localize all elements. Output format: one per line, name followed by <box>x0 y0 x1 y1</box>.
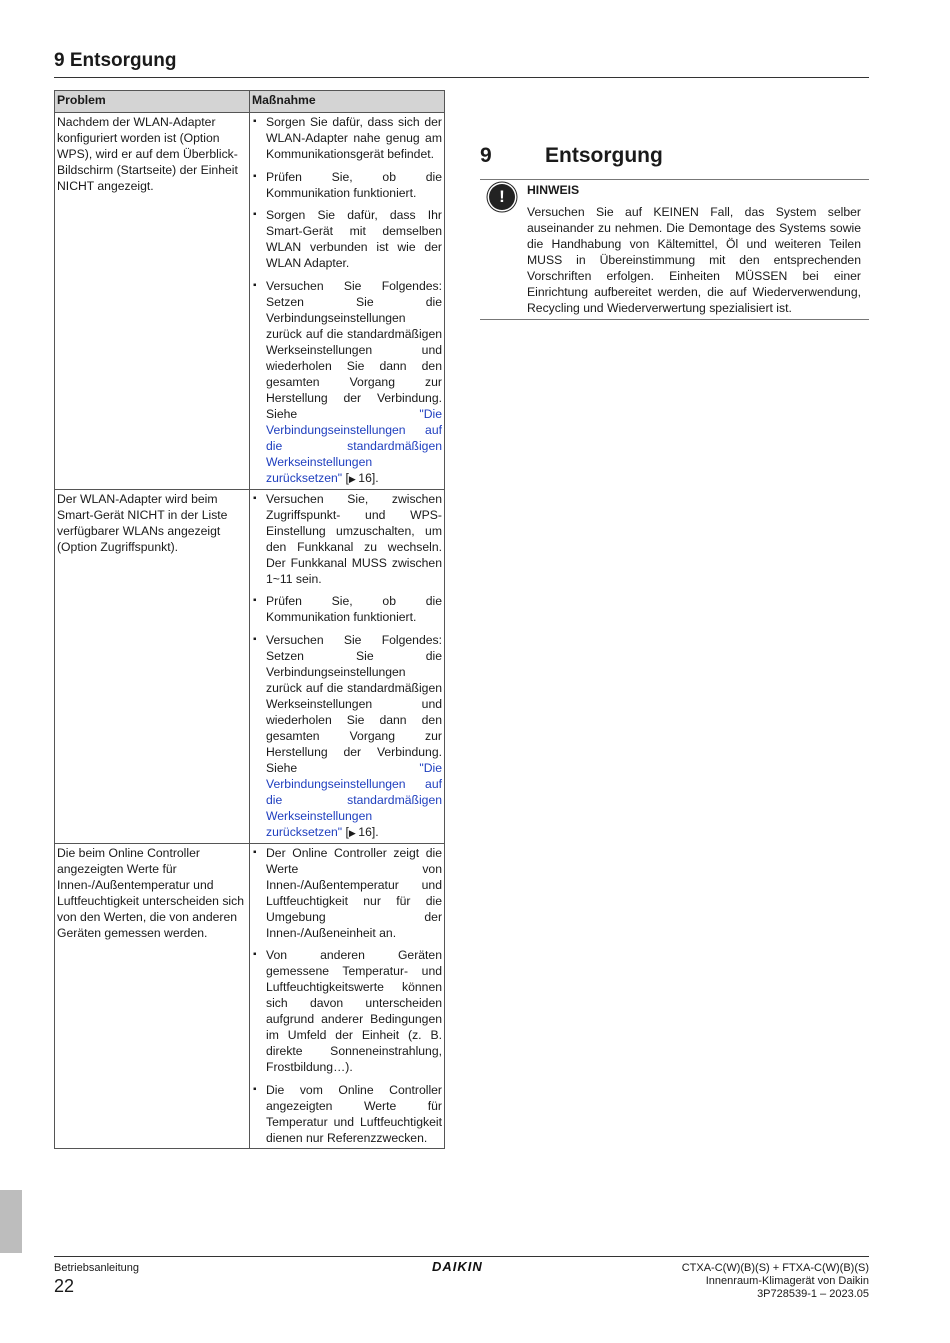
measure-item: ▪ Sorgen Sie dafür, dass sich der WLAN-Adapter nahe genug am Kommunikationsgerät befindet. <box>252 114 442 162</box>
measure-item: ▪ Versuchen Sie, zwischen Zugriffspunkt- und WPS-Einstellung umzuschalten, um den Funkkanal zu wechseln. Der Funkkanal MUSS zwischen 1~11 sein. <box>252 491 442 587</box>
measure-cell <box>250 489 445 843</box>
footer-description: Innenraum-Klimagerät von Daikin <box>705 1275 869 1287</box>
measure-cell <box>250 113 445 490</box>
measure-item: ▪ Prüfen Sie, ob die Kommunikation funktioniert. <box>252 169 442 201</box>
table-row <box>55 489 445 843</box>
page-arrow-icon: ▶ <box>348 473 356 484</box>
measure-list <box>252 845 442 1146</box>
measure-item: ▪ Die vom Online Controller angezeigten Werte für Temperatur und Luftfeuchtigkeit dienen nur Referenzzwecken. <box>252 1082 442 1146</box>
problem-cell: Der WLAN-Adapter wird beim Smart-Gerät NICHT in der Liste verfügbarer WLANs angezeigt (Option Zugriffspunkt). <box>55 489 250 843</box>
disposal-section <box>480 140 869 320</box>
footer-model: CTXA-C(W)(B)(S) + FTXA-C(W)(B)(S) <box>681 1262 869 1274</box>
measure-item: ▪ Von anderen Geräten gemessene Temperatur- und Luftfeuchtigkeitswerte können sich davon unterscheiden aufgrund anderer Bedingungen im Umfeld der Einheit (z. B. direkte Sonneneinstrahlung, Frostbildung…). <box>252 947 442 1075</box>
exclamation-warning-icon: ! <box>489 184 515 210</box>
table-row <box>55 113 445 490</box>
table-row <box>55 843 445 1148</box>
measure-cell <box>250 843 445 1148</box>
column-header-problem: Problem <box>55 91 250 113</box>
table-header-row <box>55 91 445 113</box>
daikin-logo: DAIKIN <box>432 1259 483 1274</box>
measure-item: ▪ Der Online Controller zeigt die Werte von Innen-/Außentemperatur und Luftfeuchtigkeit nur für die Umgebung der Innen-/Außeneinheit an. <box>252 845 442 941</box>
measure-item: ▪ Versuchen Sie Folgendes: Setzen Sie die Verbindungseinstellungen zurück auf die standardmäßigen Werkseinstellungen und wiederholen Sie dann den gesamten Vorgang zur Herstellung der Verbindung. Siehe "Die Verbindungseinstellungen auf die standardmäßigen Werkseinstellungen zurücksetzen" [▶ 16]. <box>252 632 442 841</box>
section-number: 9 <box>480 144 492 167</box>
notice-box <box>480 180 869 320</box>
section-heading <box>480 140 869 180</box>
notice-body: Versuchen Sie auf KEINEN Fall, das System selber auseinander zu nehmen. Die Demontage des Systems sowie die Handhabung von Kältemittel, Öl und weiteren Teilen MUSS in Übereinstimmung mit den entsprechenden Vorschriften erfolgen. Einheiten MÜSSEN bei einer Einrichtung aufbereitet werden, die auf Wiederverwendung, Recycling und Wiederverwertung spezialisiert ist. <box>527 205 861 315</box>
page-reference: 16]. <box>358 470 379 485</box>
problem-cell: Nachdem der WLAN-Adapter konfiguriert worden ist (Option WPS), wird er auf dem Überblick-Bildschirm (Startseite) der Einheit NICHT angezeigt. <box>55 113 250 490</box>
problem-cell: Die beim Online Controller angezeigten Werte für Innen-/Außentemperatur und Luftfeuchtigkeit unterscheiden sich von den Werten, die von anderen Geräten gemessen werden. <box>55 843 250 1148</box>
footer-right <box>682 1262 869 1301</box>
measure-item: ▪ Sorgen Sie dafür, dass Ihr Smart-Gerät mit demselben WLAN verbunden ist wie der WLAN Adapter. <box>252 207 442 271</box>
measure-list <box>252 114 442 487</box>
page-footer <box>54 1256 869 1305</box>
page-header <box>54 50 869 78</box>
notice-title: HINWEIS <box>527 183 580 197</box>
footer-doc-type: Betriebsanleitung <box>54 1262 140 1274</box>
measure-item: ▪ Versuchen Sie Folgendes: Setzen Sie die Verbindungseinstellungen zurück auf die standardmäßigen Werkseinstellungen und wiederholen Sie dann den gesamten Vorgang zur Herstellung der Verbindung. Siehe "Die Verbindungseinstellungen auf die standardmäßigen Werkseinstellungen zurücksetzen" [▶ 16]. <box>252 278 442 487</box>
column-header-measure: Maßnahme <box>250 91 445 113</box>
cross-reference-link[interactable]: "Die Verbindungseinstellungen auf die standardmäßigen Werkseinstellungen zurücksetzen" <box>266 406 442 485</box>
footer-doc-id: 3P728539-1 – 2023.05 <box>757 1288 869 1300</box>
section-title: Entsorgung <box>545 144 663 167</box>
footer-left <box>54 1262 139 1296</box>
page-title: 9 Entsorgung <box>54 50 177 71</box>
troubleshooting-table <box>54 90 445 1149</box>
measure-text: Versuchen Sie Folgendes: Setzen Sie die Verbindungseinstellungen zurück auf die standardmäßigen Werkseinstellungen und wiederholen Sie dann den gesamten Vorgang zur Herstellung der Verbindung. Siehe <box>266 278 442 421</box>
page-arrow-icon: ▶ <box>348 827 356 838</box>
side-tab-marker <box>0 1190 22 1253</box>
page-number: 22 <box>54 1276 75 1296</box>
measure-item: ▪ Prüfen Sie, ob die Kommunikation funktioniert. <box>252 593 442 625</box>
measure-text: Versuchen Sie Folgendes: Setzen Sie die Verbindungseinstellungen zurück auf die standardmäßigen Werkseinstellungen und wiederholen Sie dann den gesamten Vorgang zur Herstellung der Verbindung. Siehe <box>266 632 442 775</box>
page-reference: 16]. <box>358 824 379 839</box>
cross-reference-link[interactable]: "Die Verbindungseinstellungen auf die standardmäßigen Werkseinstellungen zurücksetzen" <box>266 760 442 839</box>
measure-list <box>252 491 442 841</box>
